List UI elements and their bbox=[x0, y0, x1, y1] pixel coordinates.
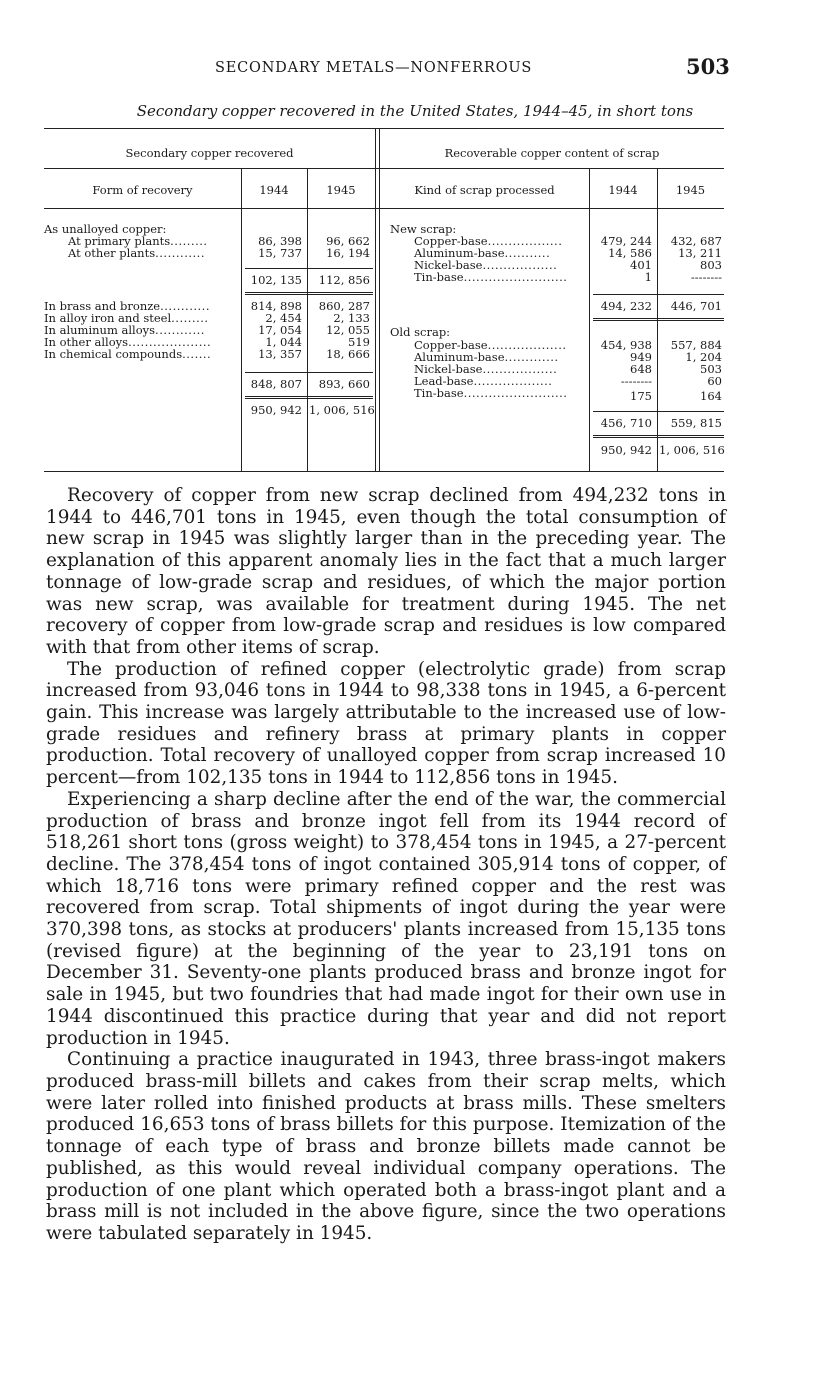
value-cell: 648 bbox=[630, 362, 652, 376]
row-label: New scrap: bbox=[390, 222, 457, 236]
value-cell: 2, 133 bbox=[333, 311, 370, 325]
subtotal-rule bbox=[245, 372, 373, 373]
value-cell: 15, 737 bbox=[258, 246, 302, 260]
value-cell: 949 bbox=[630, 350, 652, 364]
subtotal-rule bbox=[245, 268, 373, 269]
subtotal-rule bbox=[593, 411, 724, 412]
row-label: In aluminum alloys............ bbox=[44, 323, 205, 337]
row-label: Tin-base......................... bbox=[414, 270, 568, 284]
row-label: Tin-base......................... bbox=[414, 386, 568, 400]
column-header: 1945 bbox=[675, 183, 706, 197]
row-label: In chemical compounds....... bbox=[44, 347, 212, 361]
value-cell: 175 bbox=[630, 389, 652, 403]
subtotal-rule bbox=[593, 435, 724, 436]
value-cell: 479, 244 bbox=[600, 234, 652, 248]
center-double-rule bbox=[375, 128, 376, 471]
col-divider bbox=[307, 168, 308, 471]
value-cell: 860, 287 bbox=[318, 299, 370, 313]
subtotal-rule bbox=[245, 294, 373, 295]
group-header-rule bbox=[44, 168, 724, 169]
value-cell: -------- bbox=[690, 270, 722, 284]
row-label: In other alloys.................... bbox=[44, 335, 212, 349]
subtotal-cell: 559, 815 bbox=[670, 416, 722, 430]
table-caption: Secondary copper recovered in the United States, 1944–45, in short tons bbox=[136, 102, 694, 120]
value-cell: 13, 357 bbox=[258, 347, 302, 361]
subtotal-cell: 102, 135 bbox=[250, 273, 302, 287]
column-header-rule bbox=[44, 208, 724, 209]
col-divider bbox=[241, 168, 242, 471]
col-divider bbox=[589, 168, 590, 471]
row-label: Aluminum-base........... bbox=[414, 246, 551, 260]
column-header: 1945 bbox=[326, 183, 356, 197]
row-label: Lead-base................... bbox=[414, 374, 553, 388]
body-text bbox=[46, 485, 726, 1245]
subtotal-rule bbox=[245, 396, 373, 397]
value-cell: 86, 398 bbox=[258, 234, 302, 248]
total-cell: 950, 942 bbox=[250, 403, 302, 417]
value-cell: -------- bbox=[620, 374, 652, 388]
subtotal-cell: 446, 701 bbox=[670, 299, 722, 313]
value-cell: 503 bbox=[700, 362, 722, 376]
right-group-header: Recoverable copper content of scrap bbox=[444, 146, 660, 160]
paragraph: The production of refined copper (electrolytic grade) from scrap increased from 93,046 tons in 1944 to 98,338 tons in 1945, a 6-percent gain. This increase was largely attributable to the increased use of low-grade residues and refinery brass at primary plants in copper production. Total recovery of unalloyed copper from scrap increased 10 percent—from 102,135 tons in 1944 to 112,856 tons in 1945. bbox=[46, 658, 726, 789]
value-cell: 13, 211 bbox=[678, 246, 722, 260]
value-cell: 2, 454 bbox=[265, 311, 302, 325]
value-cell: 454, 938 bbox=[600, 338, 652, 352]
column-header: Kind of scrap processed bbox=[414, 183, 555, 197]
value-cell: 814, 898 bbox=[250, 299, 302, 313]
total-cell: 1, 006, 516 bbox=[309, 403, 375, 417]
subtotal-rule bbox=[245, 292, 373, 293]
center-double-rule bbox=[379, 128, 380, 471]
subtotal-rule bbox=[593, 437, 724, 438]
subtotal-cell: 456, 710 bbox=[600, 416, 652, 430]
row-label: At primary plants......... bbox=[68, 234, 208, 248]
paragraph: Recovery of copper from new scrap declined from 494,232 tons in 1944 to 446,701 tons in 1945, even though the total consumption of new scrap in 1945 was slightly larger than in the preceding year. The explanation of this apparent anomaly lies in the fact that a much larger tonnage of low-grade scrap and residues, of which the major portion was new scrap, was available for treatment during 1945. The net recovery of copper from low-grade scrap and residues is low compared with that from other items of scrap. bbox=[46, 485, 726, 658]
row-label: At other plants............ bbox=[68, 246, 205, 260]
value-cell: 60 bbox=[707, 374, 722, 388]
value-cell: 557, 884 bbox=[670, 338, 722, 352]
value-cell: 519 bbox=[348, 335, 370, 349]
left-group-header: Secondary copper recovered bbox=[125, 146, 294, 160]
subtotal-cell: 893, 660 bbox=[318, 377, 370, 391]
row-label: As unalloyed copper: bbox=[44, 222, 167, 236]
row-label: In alloy iron and steel......... bbox=[44, 311, 209, 325]
row-label: Nickel-base.................. bbox=[414, 362, 558, 376]
subtotal-cell: 494, 232 bbox=[600, 299, 652, 313]
subtotal-rule bbox=[245, 398, 373, 399]
value-cell: 96, 662 bbox=[326, 234, 370, 248]
page-header bbox=[0, 56, 830, 82]
value-cell: 1, 204 bbox=[685, 350, 722, 364]
table-bottom-rule bbox=[44, 471, 724, 472]
value-cell: 14, 586 bbox=[608, 246, 652, 260]
value-cell: 164 bbox=[700, 389, 722, 403]
row-label: Copper-base.................. bbox=[414, 234, 563, 248]
column-header: 1944 bbox=[608, 183, 638, 197]
row-label: In brass and bronze............ bbox=[44, 299, 210, 313]
paragraph: Continuing a practice inaugurated in 1943, three brass-ingot makers produced brass-mill billets and cakes from their scrap melts, which were later rolled into finished products at brass mills. These smelters produced 16,653 tons of brass billets for this purpose. Itemization of the tonnage of each type of brass and bronze billets made cannot be published, as this would reveal individual company operations. The production of one plant which operated both a brass-ingot plant and a brass mill is not included in the above figure, since the two operations were tabulated separately in 1945. bbox=[46, 1049, 726, 1244]
value-cell: 18, 666 bbox=[326, 347, 370, 361]
running-title: SECONDARY METALS—NONFERROUS bbox=[215, 60, 533, 76]
total-cell: 1, 006, 516 bbox=[659, 443, 725, 457]
subtotal-cell: 112, 856 bbox=[318, 273, 370, 287]
value-cell: 803 bbox=[700, 258, 722, 272]
value-cell: 17, 054 bbox=[258, 323, 302, 337]
subtotal-rule bbox=[593, 318, 724, 319]
column-header: 1944 bbox=[259, 183, 289, 197]
column-header: Form of recovery bbox=[92, 183, 193, 197]
total-cell: 950, 942 bbox=[600, 443, 652, 457]
subtotal-cell: 848, 807 bbox=[250, 377, 302, 391]
copper-recovery-table bbox=[44, 128, 724, 472]
value-cell: 16, 194 bbox=[326, 246, 370, 260]
value-cell: 1, 044 bbox=[265, 335, 302, 349]
page-number: 503 bbox=[686, 54, 730, 79]
paragraph: Experiencing a sharp decline after the end of the war, the commercial production of brass and bronze ingot fell from its 1944 record of 518,261 short tons (gross weight) to 378,454 tons in 1945, a 27-percent decline. The 378,454 tons of ingot contained 305,914 tons of copper, of which 18,716 tons were primary refined copper and the rest was recovered from scrap. Total shipments of ingot during the year were 370,398 tons, as stocks at producers' plants increased from 15,135 tons (revised figure) at the beginning of the year to 23,191 tons on December 31. Seventy-one plants produced brass and bronze ingot for sale in 1945, but two foundries that had made ingot for their own use in 1944 discontinued this practice during that year and did not report production in 1945. bbox=[46, 788, 726, 1049]
value-cell: 432, 687 bbox=[670, 234, 722, 248]
value-cell: 401 bbox=[630, 258, 652, 272]
table-top-rule bbox=[44, 128, 724, 129]
row-label: Old scrap: bbox=[390, 325, 451, 339]
subtotal-rule bbox=[593, 294, 724, 295]
row-label: Copper-base................... bbox=[414, 338, 567, 352]
value-cell: 1 bbox=[644, 270, 652, 284]
value-cell: 12, 055 bbox=[326, 323, 370, 337]
subtotal-rule bbox=[593, 320, 724, 321]
row-label: Aluminum-base............. bbox=[414, 350, 559, 364]
row-label: Nickel-base.................. bbox=[414, 258, 558, 272]
